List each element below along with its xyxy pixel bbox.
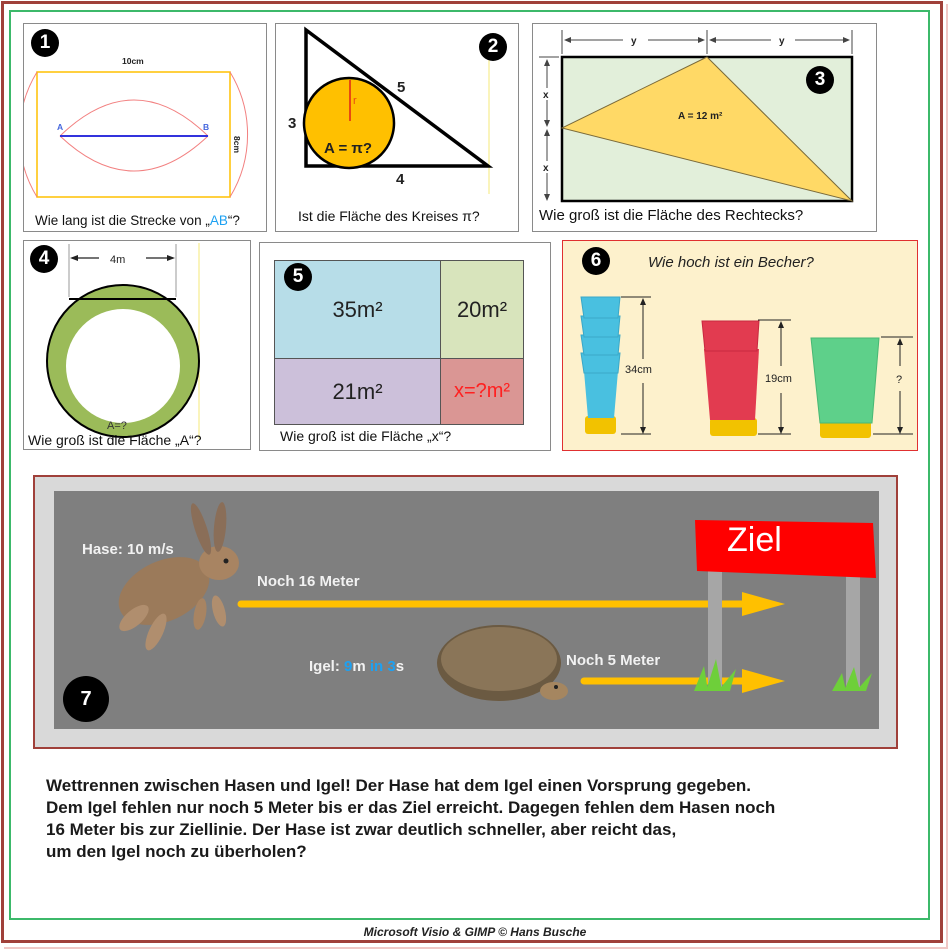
number-badge: 4 [30, 245, 58, 273]
ring-diagram [24, 241, 252, 451]
blue-stack-height-label: 34cm [625, 364, 652, 376]
hare-distance-label: Noch 16 Meter [257, 573, 360, 590]
number-badge: 1 [31, 29, 59, 57]
height-label: 8cm [232, 136, 242, 154]
side-b-label: 4 [396, 171, 405, 188]
race-panel-7 [54, 491, 879, 729]
number-badge: 6 [582, 247, 610, 275]
width-label: 10cm [122, 56, 144, 66]
hare-icon [108, 501, 239, 653]
number-badge: 7 [63, 676, 109, 722]
panel-title: Wie hoch ist ein Becher? [648, 254, 814, 271]
area-label: A=? [107, 420, 127, 432]
puzzle-panel-3 [532, 23, 877, 232]
hedgehog-icon [437, 625, 568, 701]
panel-caption: Wie groß ist die Fläche „x“? [280, 428, 452, 444]
area-cell-top-left: 35m² [274, 260, 441, 359]
left-bottom-x-label: x [543, 163, 549, 174]
left-top-x-label: x [543, 90, 549, 101]
rectangle-arcs-diagram [24, 24, 268, 233]
finish-sign [695, 520, 876, 578]
point-a-label: A [57, 122, 64, 132]
race-problem-text: Wettrennen zwischen Hasen und Igel! Der Hase hat dem Igel einen Vorsprung gegeben. Dem Igel fehlen nur noch 5 Meter bis er das Ziel erreicht. Dagegen fehlen dem Hasen noch 16 Meter bis zur Ziellinie. Der Hase ist zwar deutlich schneller, aber reicht das, um den Igel noch zu überholen? [46, 776, 776, 861]
panel-caption: Wie groß ist die Fläche des Rechtecks? [539, 207, 804, 224]
number-badge: 5 [284, 263, 312, 291]
hedgehog-speed-label: Igel: 9m in 3s [309, 658, 405, 675]
red-stack-height-label: 19cm [765, 373, 792, 385]
top-right-y-label: y [779, 36, 785, 47]
area-label: A = 12 m² [678, 111, 723, 122]
area-cell-top-right: 20m² [440, 260, 524, 359]
hare-speed-label: Hase: 10 m/s [82, 541, 174, 558]
area-label: A = π? [324, 140, 373, 157]
credits-footer: Microsoft Visio & GIMP © Hans Busche [363, 925, 587, 939]
hedgehog-distance-label: Noch 5 Meter [566, 652, 661, 669]
puzzle-panel-6 [562, 240, 918, 451]
puzzle-panel-1 [23, 23, 267, 232]
radius-label: r [353, 95, 357, 107]
puzzle-panel-2 [275, 23, 519, 232]
puzzle-panel-4 [23, 240, 251, 450]
cup-stacks-diagram [563, 241, 919, 452]
side-c-label: 5 [397, 79, 406, 96]
area-cell-unknown: x=?m² [440, 358, 524, 425]
panel-caption: Ist die Fläche des Kreises π? [298, 208, 480, 224]
chord-label: 4m [110, 254, 126, 266]
side-a-label: 3 [288, 115, 297, 132]
finish-sign-label: Ziel [727, 521, 782, 559]
number-badge: 2 [479, 33, 507, 61]
top-left-y-label: y [631, 36, 637, 47]
area-cell-bottom-left: 21m² [274, 358, 441, 425]
panel-caption: Wie lang ist die Strecke von „AB“? [35, 213, 240, 228]
number-badge: 3 [806, 66, 834, 94]
puzzle-panel-5 [259, 242, 551, 451]
point-b-label: B [203, 122, 210, 132]
panel-caption: Wie groß ist die Fläche „A“? [28, 432, 202, 448]
rectangle-triangle-diagram [533, 24, 878, 233]
green-cup-height-label: ? [896, 374, 903, 386]
